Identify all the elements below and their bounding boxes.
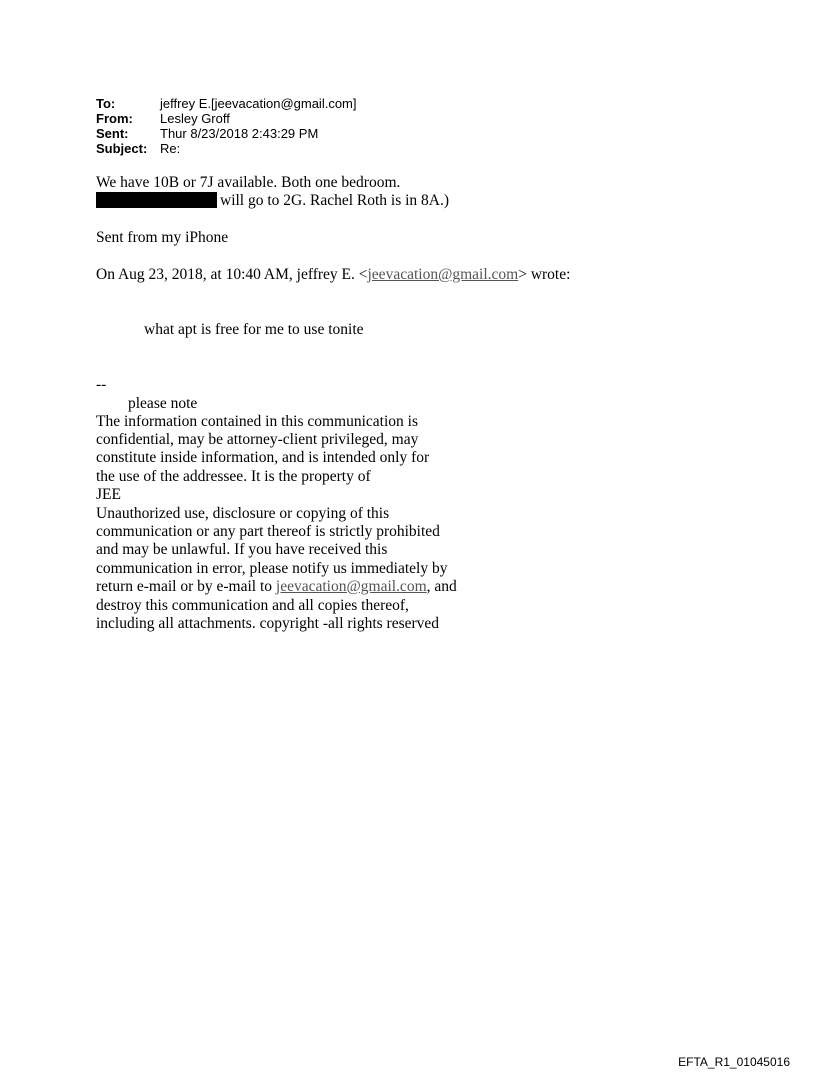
body-line-2-text: will go to 2G. Rachel Roth is in 8A.) — [220, 192, 450, 209]
return-prefix: return e-mail or by e-mail to — [96, 578, 276, 595]
disclaimer-line: communication in error, please notify us immediately by — [96, 560, 448, 577]
from-row — [96, 111, 357, 126]
disclaimer-line: and may be unlawful. If you have received this — [96, 541, 388, 558]
from-label: From: — [96, 111, 133, 126]
redaction-block — [96, 192, 217, 208]
document-id: EFTA_R1_01045016 — [678, 1055, 790, 1069]
disclaimer-line: confidential, may be attorney-client privileged, may — [96, 431, 419, 448]
sent-label: Sent: — [96, 126, 129, 141]
disclaimer-line: constitute inside information, and is intended only for — [96, 449, 430, 466]
email-header — [96, 96, 357, 156]
sent-value: Thur 8/23/2018 2:43:29 PM — [160, 126, 319, 141]
to-row — [96, 96, 357, 111]
sent-from-line: Sent from my iPhone — [96, 229, 229, 246]
signature-separator: -- — [96, 376, 107, 393]
subject-label: Subject: — [96, 141, 148, 156]
to-value: jeffrey E.[jeevacation@gmail.com] — [160, 96, 357, 111]
quote-suffix: > wrote: — [518, 266, 571, 283]
quoted-message: what apt is free for me to use tonite — [144, 321, 364, 338]
disclaimer-line: The information contained in this communication is — [96, 413, 418, 430]
quote-prefix: On Aug 23, 2018, at 10:40 AM, jeffrey E. < — [96, 266, 368, 283]
subject-value: Re: — [160, 141, 181, 156]
disclaimer-line: destroy this communication and all copies thereof, — [96, 597, 409, 614]
return-email-link[interactable]: jeevacation@gmail.com — [275, 578, 427, 595]
body-line-2 — [96, 192, 449, 210]
quote-email-link[interactable]: jeevacation@gmail.com — [367, 266, 519, 283]
quote-header — [96, 266, 570, 284]
disclaimer-line: the use of the addressee. It is the property of — [96, 468, 371, 485]
sent-row — [96, 126, 357, 141]
subject-row — [96, 141, 357, 156]
from-value: Lesley Groff — [160, 111, 230, 126]
disclaimer-line: Unauthorized use, disclosure or copying of this — [96, 505, 390, 522]
please-note: please note — [128, 395, 198, 412]
disclaimer-line: including all attachments. copyright -all rights reserved — [96, 615, 440, 632]
disclaimer-line: communication or any part thereof is strictly prohibited — [96, 523, 440, 540]
body-line-1: We have 10B or 7J available. Both one bedroom. — [96, 174, 401, 191]
return-suffix: , and — [426, 578, 457, 595]
disclaimer-return-line — [96, 578, 457, 596]
disclaimer-line: JEE — [96, 486, 121, 503]
to-label: To: — [96, 96, 116, 111]
